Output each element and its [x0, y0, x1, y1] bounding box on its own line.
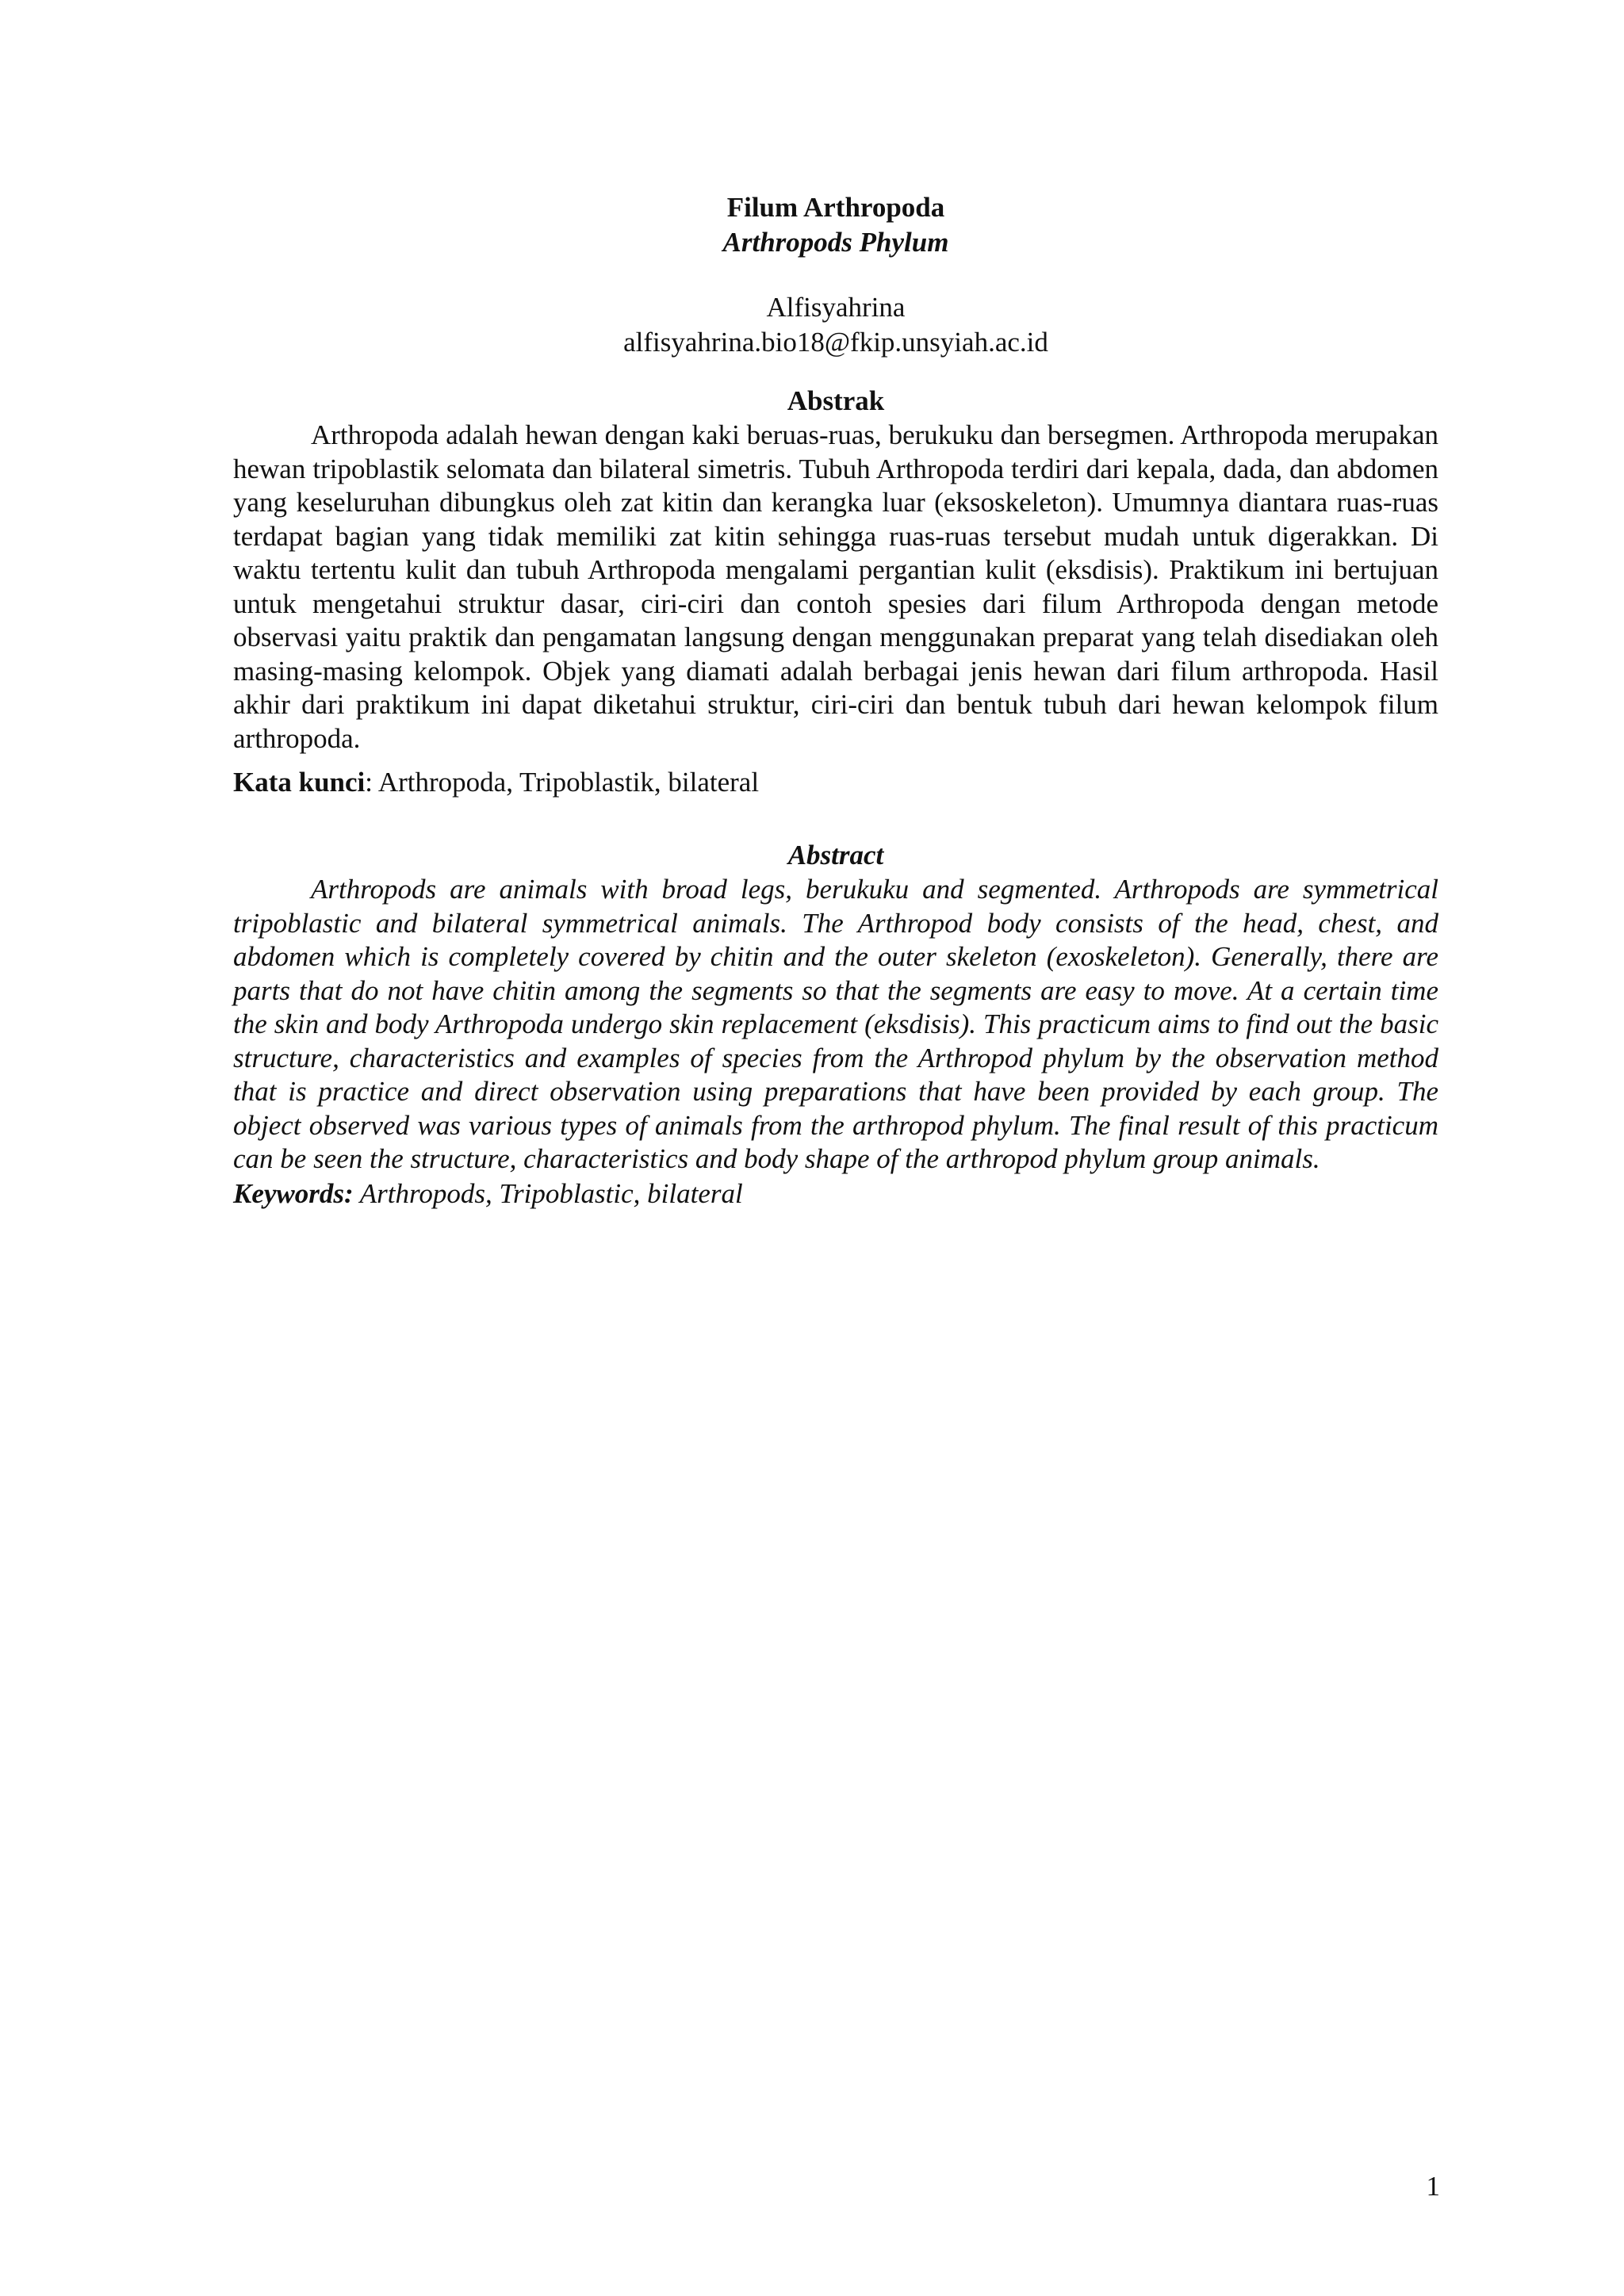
keywords-values: Arthropods, Tripoblastic, bilateral — [359, 1177, 743, 1209]
keywords-line — [233, 1177, 1438, 1211]
abstract-section — [233, 838, 1438, 1211]
abstrak-section — [233, 384, 1438, 800]
keywords-label: Keywords: — [233, 1177, 354, 1209]
kata-kunci-line — [233, 765, 1438, 800]
abstract-heading: Abstract — [787, 840, 884, 871]
kata-kunci-label: Kata kunci — [233, 767, 366, 798]
abstract-text: Arthropods are animals with broad legs, berukuku and segmented. Arthropods are symmetrical tripoblastic and bilateral symmetrical animals. The Arthropod body consists of the head, chest, and abdomen which is completely covered by chitin and the outer skeleton (exoskeleton). Generally, there are parts that do not have chitin among the segments so that the segments are easy to move. At a certain time the skin and body Arthropoda undergo skin replacement (eksdisis). This practicum aims to find out the basic structure, characteristics and examples of species from the Arthropod phylum by the observation method that is practice and direct observation using preparations that have been provided by each group. The object observed was various types of animals from the arthropod phylum. The final result of this practicum can be seen the structure, characteristics and body shape of the arthropod phylum group animals. — [233, 874, 1438, 1174]
paper-title: Filum Arthropoda — [726, 192, 945, 223]
keywords-separator — [354, 1178, 360, 1209]
author-name: Alfisyahrina — [766, 292, 906, 323]
title-block — [233, 190, 1438, 360]
abstrak-text: Arthropoda adalah hewan dengan kaki beruas-ruas, berukuku dan bersegmen. Arthropoda merupakan hewan tripoblastik selomata dan bilateral simetris. Tubuh Arthropoda terdiri dari kepala, dada, dan abdomen yang keseluruhan dibungkus oleh zat kitin dan kerangka luar (eksoskeleton). Umumnya diantara ruas-ruas terdapat bagian yang tidak memiliki zat kitin sehingga ruas-ruas tersebut mudah untuk digerakkan. Di waktu tertentu kulit dan tubuh Arthropoda mengalami pergantian kulit (eksdisis). Praktikum ini bertujuan untuk mengetahui struktur dasar, ciri-ciri dan contoh spesies dari filum Arthropoda dengan metode observasi yaitu praktik dan pengamatan langsung dengan menggunakan preparat yang telah disediakan oleh masing-masing kelompok. Objek yang diamati adalah berbagai jenis hewan dari filum arthropoda. Hasil akhir dari praktikum ini dapat diketahui struktur, ciri-ciri dan bentuk tubuh dari hewan kelompok filum arthropoda. — [233, 419, 1438, 754]
kata-kunci-separator: : — [365, 767, 378, 798]
author-email: alfisyahrina.bio18@fkip.unsyiah.ac.id — [623, 327, 1048, 358]
page-number: 1 — [1426, 2171, 1440, 2202]
page-content — [233, 190, 1438, 1211]
paper-subtitle: Arthropods Phylum — [722, 227, 949, 258]
kata-kunci-values: Arthropoda, Tripoblastik, bilateral — [377, 767, 760, 798]
abstrak-heading: Abstrak — [787, 385, 885, 416]
